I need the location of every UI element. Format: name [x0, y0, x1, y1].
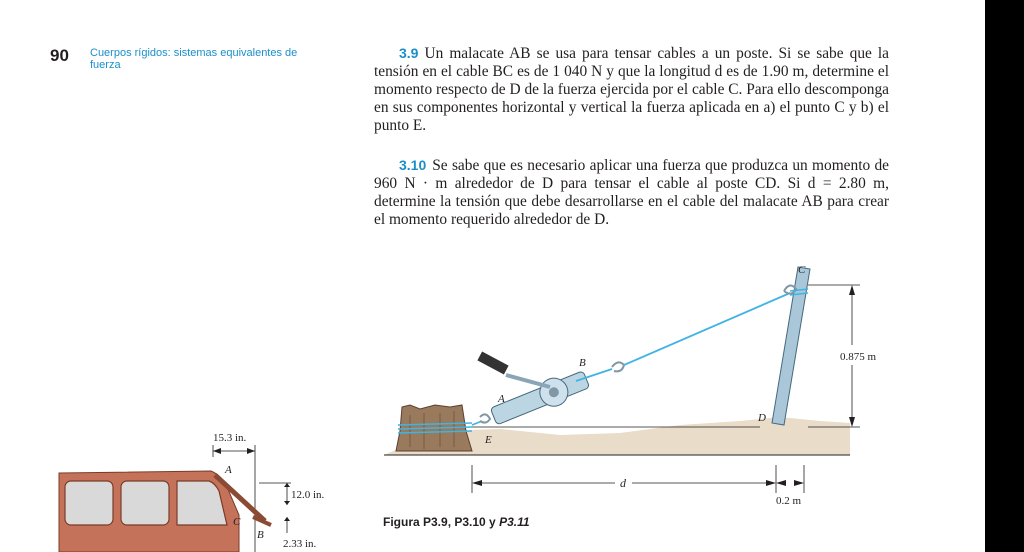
problem-3-10 — [374, 156, 889, 229]
label-d: D — [758, 412, 766, 424]
dim-height-label: 0.875 m — [840, 351, 877, 363]
caption-italic: P3.11 — [499, 515, 530, 529]
handle-grip — [477, 352, 508, 375]
black-edge-bar — [985, 0, 1024, 552]
label-c: C — [798, 264, 806, 276]
dim-bottom-label: 2.33 in. — [283, 538, 317, 550]
caption-text: Figura P3.9, P3.10 y — [383, 515, 500, 529]
dim-height-label: 12.0 in. — [291, 489, 325, 501]
chapter-title: Cuerpos rígidos: sistemas equivalentes de fuerza — [90, 47, 298, 71]
winch-handle — [506, 375, 550, 387]
car-figure — [55, 425, 345, 552]
car-window — [65, 481, 113, 525]
figure-caption — [383, 515, 530, 529]
problem-3-9 — [374, 44, 889, 135]
problem-text: Se sabe que es necesario aplicar una fuerza que produzca un momento de 960 N · m alrededor de D para tensar el cable al poste CD. Si d = 2.80 m, determine la tensión que debe desarrollarse en el cable del malacate AB para crear el momento requerido alrededor de D. — [374, 157, 889, 228]
page-number: 90 — [50, 46, 69, 65]
winch-pole-figure — [380, 255, 900, 515]
problem-number: 3.10 — [399, 157, 427, 173]
car-window — [121, 481, 169, 525]
problem-number: 3.9 — [399, 45, 419, 61]
label-b: B — [579, 357, 586, 369]
car-label-c: C — [233, 516, 241, 528]
problem-text: Un malacate AB se usa para tensar cables a un poste. Si se sabe que la tensión en el cable BC es de 1 040 N y que la longitud d es de 1.90 m, determine el momento respecto de D de la fuerza ejercida por el cable C. Para ello descomponga en sus componentes horizontal y vertical la fuerza aplicada en a) el punto C y b) el punto E. — [374, 45, 889, 134]
dim-offset-label: 0.2 m — [776, 495, 802, 507]
car-label-a: A — [225, 464, 232, 476]
label-e: E — [485, 434, 492, 446]
label-a: A — [498, 393, 505, 405]
dim-d-label: d — [620, 476, 626, 490]
dim-top-label: 15.3 in. — [213, 432, 247, 444]
car-label-b: B — [257, 529, 264, 541]
